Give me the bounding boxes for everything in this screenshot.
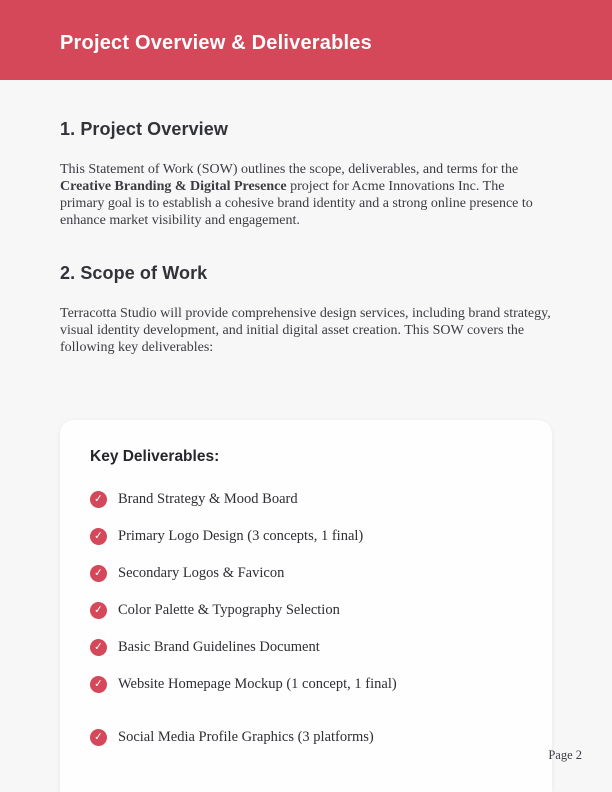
list-item — [90, 639, 552, 656]
deliverable-text: Brand Strategy & Mood Board — [118, 491, 298, 507]
check-circle-icon: ✓ — [89, 728, 107, 746]
list-item — [90, 602, 552, 619]
check-circle-icon: ✓ — [89, 527, 107, 545]
check-circle-icon: ✓ — [89, 638, 107, 656]
check-circle-icon: ✓ — [89, 601, 107, 619]
check-circle-icon: ✓ — [89, 490, 107, 508]
section-heading-scope-of-work: 2. Scope of Work — [60, 263, 208, 283]
list-item — [90, 565, 552, 582]
check-circle-icon: ✓ — [89, 675, 107, 693]
paragraph-text: This Statement of Work (SOW) outlines the scope, deliverables, and terms for the — [60, 162, 519, 177]
deliverable-text: Secondary Logos & Favicon — [118, 565, 285, 581]
check-circle-icon: ✓ — [89, 564, 107, 582]
page-number: Page 2 — [548, 748, 582, 762]
deliverable-text: Basic Brand Guidelines Document — [118, 639, 320, 655]
list-item — [90, 528, 552, 545]
deliverable-text: Website Homepage Mockup (1 concept, 1 final) — [118, 676, 397, 692]
project-name-bold: Creative Branding & Digital Presence — [60, 179, 287, 194]
deliverable-text: Primary Logo Design (3 concepts, 1 final) — [118, 528, 364, 544]
deliverable-text: Color Palette & Typography Selection — [118, 602, 340, 618]
list-item — [90, 491, 552, 508]
deliverable-text: Social Media Profile Graphics (3 platforms) — [118, 729, 374, 745]
deliverables-list — [90, 491, 552, 746]
page-header — [0, 0, 612, 80]
list-item — [90, 713, 552, 746]
paragraph-text: project for Acme Innovations Inc. The primary goal is to establish a cohesive brand identity and a strong online presence to enhance market visibility and engagement. — [60, 179, 533, 228]
project-overview-paragraph — [60, 161, 552, 229]
scope-of-work-paragraph: Terracotta Studio will provide comprehensive design services, including brand strategy, visual identity development, and initial digital asset creation. This SOW covers the following key deliverables: — [60, 306, 551, 355]
page-title: Project Overview & Deliverables — [60, 32, 372, 54]
key-deliverables-card — [60, 420, 552, 792]
list-item — [90, 676, 552, 693]
section-heading-project-overview: 1. Project Overview — [60, 119, 228, 139]
deliverables-heading: Key Deliverables: — [90, 448, 220, 465]
